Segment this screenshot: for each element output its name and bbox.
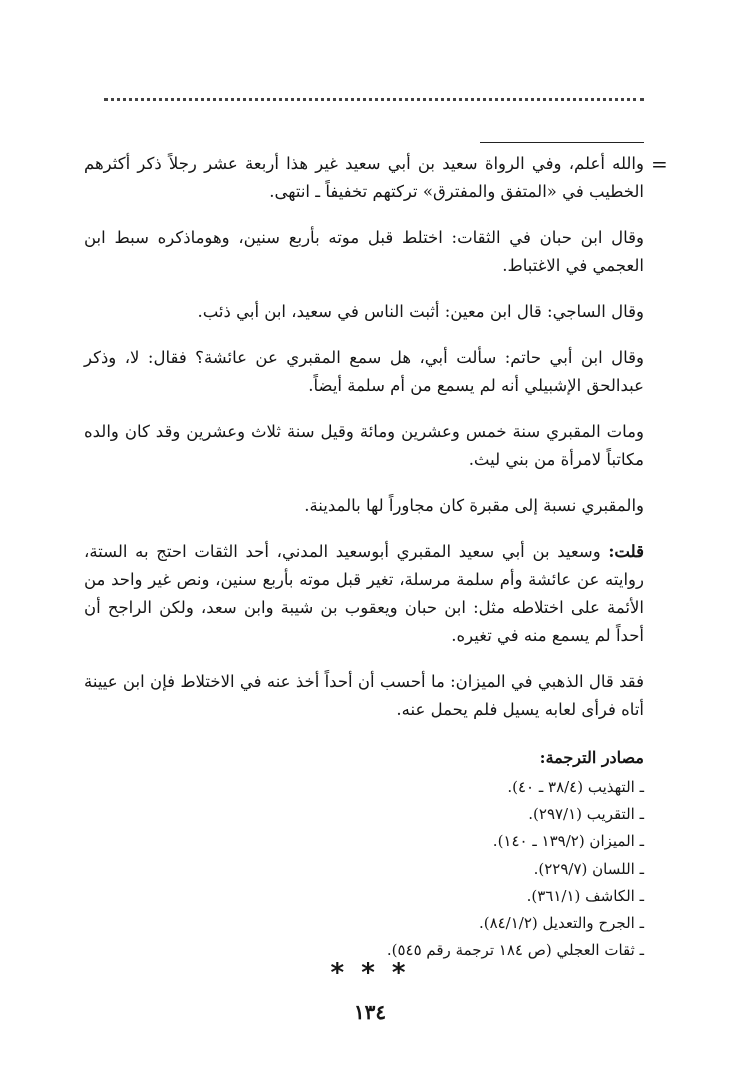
source-item: ـ التهذيب (٣٨/٤ ـ ٤٠).	[507, 778, 644, 796]
sources-heading: مصادر الترجمة:	[539, 748, 644, 767]
page-number: ١٣٤	[353, 1000, 387, 1024]
source-item: ـ الكاشف (٣٦١/١).	[526, 886, 644, 905]
conclusion-lead: قلت:	[608, 542, 644, 561]
source-item: ـ اللسان (٢٢٩/٧).	[533, 859, 644, 878]
page-body	[84, 150, 644, 742]
paragraph-6: والمقبري نسبة إلى مقبرة كان مجاوراً لها بالمدينة.	[304, 496, 644, 515]
paragraph-1: والله أعلم، وفي الرواة سعيد بن أبي سعيد غير هذا أربعة عشر رجلاً ذكر أكثرهم الخطيب في «المتفق والمفترق» تركتهم تخفيفاً ـ انتهى.	[84, 154, 644, 201]
paragraph-3: وقال الساجي: قال ابن معين: أثبت الناس في سعيد، ابن أبي ذئب.	[197, 302, 644, 321]
final-paragraph: فقد قال الذهبي في الميزان: ما أحسب أن أحداً أخذ عنه في الاختلاط فإن ابن عيينة أتاه فرأى لعابه يسيل فلم يحمل عنه.	[84, 672, 644, 719]
section-separator-stars: * * *	[330, 958, 410, 988]
paragraph-4: وقال ابن أبي حاتم: سألت أبي، هل سمع المقبري عن عائشة؟ فقال: لا، وذكر عبدالحق الإشبيلي أنه لم يسمع من أم سلمة أيضاً.	[84, 348, 644, 395]
paragraph-5: ومات المقبري سنة خمس وعشرين ومائة وقيل سنة ثلاث وعشرين وقد كان والده مكاتباً لامرأة من بني ليث.	[84, 422, 644, 469]
sources-section	[84, 744, 644, 964]
source-item: ـ التقريب (٢٩٧/١).	[528, 805, 644, 824]
source-item: ـ الجرح والتعديل (٨٤/١/٢).	[478, 914, 644, 933]
footnote-rule	[480, 142, 644, 143]
paragraph-2: وقال ابن حبان في الثقات: اختلط قبل موته بأربع سنين، وهوماذكره سبط ابن العجمي في الاغتباط.	[84, 228, 644, 275]
conclusion-paragraph	[84, 538, 644, 650]
dotted-separator	[104, 98, 644, 101]
source-item: ـ ثقات العجلي (ص ١٨٤ ترجمة رقم ٥٤٥).	[386, 941, 644, 960]
conclusion-text: وسعيد بن أبي سعيد المقبري أبوسعيد المدني، أحد الثقات احتج به الستة، روايته عن عائشة وأم سلمة مرسلة، تغير قبل موته بأربع سنين، ونص غير واحد من الأئمة على اختلاطه مثل: ابن حبان ويعقوب بن شيبة وابن سعد، ولكن الراجح أن أحداً لم يسمع منه في تغيره.	[84, 542, 644, 645]
sources-list	[84, 774, 644, 964]
source-item: ـ الميزان (١٣٩/٢ ـ ١٤٠).	[492, 832, 644, 851]
footnote-continuation-mark: =	[651, 152, 668, 176]
